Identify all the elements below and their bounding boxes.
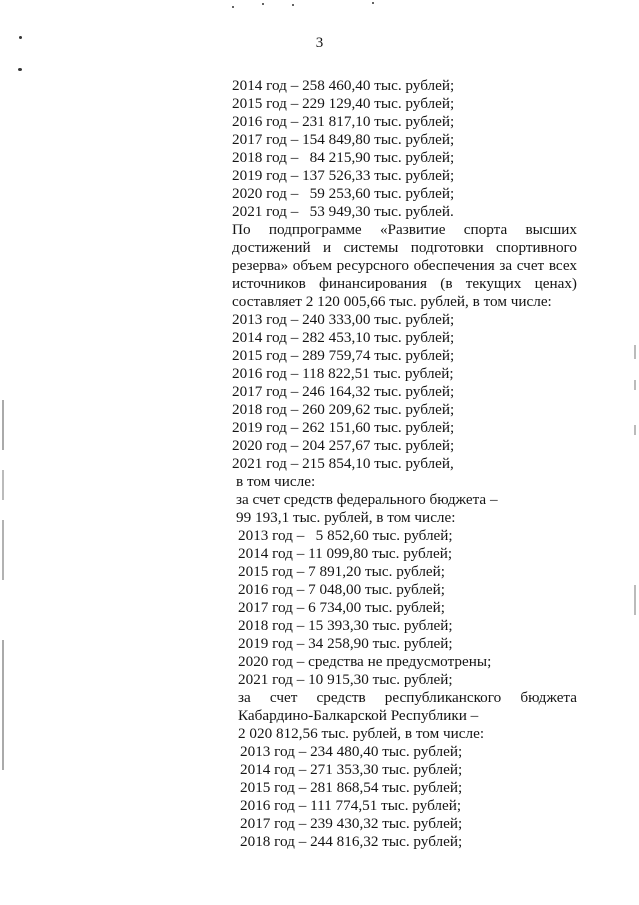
text-line: 2015 год – 229 129,40 тыс. рублей;: [232, 95, 455, 112]
text-line: 2021 год – 53 949,30 тыс. рублей.: [232, 203, 454, 220]
text-line: за счет средств федерального бюджета –: [236, 491, 498, 508]
text-line: 2013 год – 234 480,40 тыс. рублей;: [240, 743, 463, 760]
scan-speck: [372, 2, 374, 4]
text-line: 2020 год – 204 257,67 тыс. рублей;: [232, 437, 455, 454]
text-line: в том числе:: [236, 473, 316, 490]
text-line: 2018 год – 15 393,30 тыс. рублей;: [238, 617, 453, 634]
text-line: 2014 год – 282 453,10 тыс. рублей;: [232, 329, 455, 346]
text-line: 2021 год – 215 854,10 тыс. рублей,: [232, 455, 454, 472]
text-line: 2017 год – 246 164,32 тыс. рублей;: [232, 383, 455, 400]
text-line: 2016 год – 111 774,51 тыс. рублей;: [240, 797, 462, 814]
text-line: 2016 год – 231 817,10 тыс. рублей;: [232, 113, 455, 130]
scan-speck: [292, 4, 294, 6]
paragraph-line: 2 020 812,56 тыс. рублей, в том числе:: [238, 725, 485, 742]
scan-edge-mark: [634, 380, 636, 390]
text-line: 2020 год – 59 253,60 тыс. рублей;: [232, 185, 455, 202]
text-line: 2017 год – 154 849,80 тыс. рублей;: [232, 131, 455, 148]
scan-edge-mark: [634, 585, 636, 615]
paragraph-line: По подпрограмме «Развитие спорта высших: [232, 221, 577, 238]
text-line: 2018 год – 244 816,32 тыс. рублей;: [240, 833, 463, 850]
text-line: 2014 год – 258 460,40 тыс. рублей;: [232, 77, 455, 94]
text-line: 2019 год – 262 151,60 тыс. рублей;: [232, 419, 455, 436]
scan-edge-mark: [2, 400, 4, 450]
scan-edge-mark: [2, 640, 4, 770]
scan-edge-mark: [634, 345, 636, 359]
paragraph-line: за счет средств республиканского бюджета: [238, 689, 577, 706]
text-line: 2017 год – 6 734,00 тыс. рублей;: [238, 599, 446, 616]
scan-edge-mark: [2, 520, 4, 580]
paragraph-line: составляет 2 120 005,66 тыс. рублей, в том числе:: [232, 293, 552, 310]
text-line: 2015 год – 7 891,20 тыс. рублей;: [238, 563, 446, 580]
text-line: 99 193,1 тыс. рублей, в том числе:: [236, 509, 456, 526]
text-column: [232, 77, 577, 851]
text-line: 2020 год – средства не предусмотрены;: [238, 653, 492, 670]
text-line: 2018 год – 84 215,90 тыс. рублей;: [232, 149, 455, 166]
text-line: 2014 год – 271 353,30 тыс. рублей;: [240, 761, 463, 778]
scan-speck: [232, 6, 234, 8]
text-line: 2013 год – 240 333,00 тыс. рублей;: [232, 311, 455, 328]
text-line: 2019 год – 34 258,90 тыс. рублей;: [238, 635, 453, 652]
scan-speck: [19, 36, 22, 39]
text-line: 2016 год – 7 048,00 тыс. рублей;: [238, 581, 446, 598]
text-line: 2015 год – 281 868,54 тыс. рублей;: [240, 779, 463, 796]
scan-edge-mark: [2, 470, 4, 500]
text-line: 2016 год – 118 822,51 тыс. рублей;: [232, 365, 454, 382]
text-line: 2021 год – 10 915,30 тыс. рублей;: [238, 671, 453, 688]
scan-speck: [262, 3, 264, 5]
text-line: 2015 год – 289 759,74 тыс. рублей;: [232, 347, 455, 364]
text-line: 2014 год – 11 099,80 тыс. рублей;: [238, 545, 453, 562]
scan-edge-mark: [634, 425, 636, 435]
text-line: 2019 год – 137 526,33 тыс. рублей;: [232, 167, 455, 184]
paragraph-line: Кабардино-Балкарской Республики –: [238, 707, 479, 724]
text-line: 2013 год – 5 852,60 тыс. рублей;: [238, 527, 453, 544]
paragraph-line: источников финансирования (в текущих ценах): [232, 275, 577, 292]
paragraph-line: достижений и системы подготовки спортивного: [232, 239, 577, 256]
text-line: 2017 год – 239 430,32 тыс. рублей;: [240, 815, 463, 832]
scan-speck: [18, 68, 22, 71]
page-number: 3: [315, 35, 324, 51]
paragraph-line: резерва» объем ресурсного обеспечения за счет всех: [232, 257, 577, 274]
text-line: 2018 год – 260 209,62 тыс. рублей;: [232, 401, 455, 418]
